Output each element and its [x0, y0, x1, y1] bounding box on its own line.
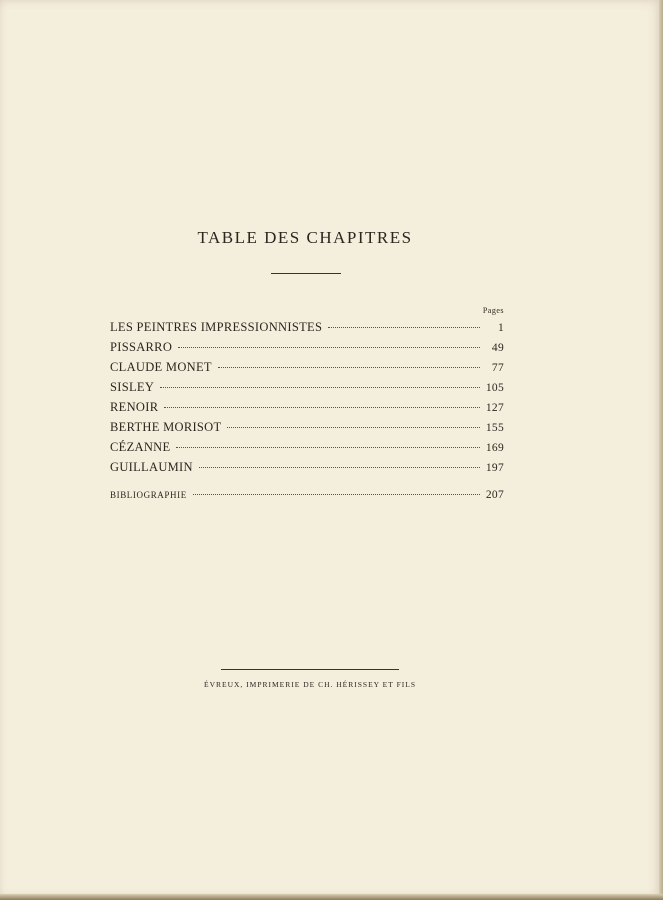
toc-entry-page: 49 — [491, 342, 504, 354]
toc-entry — [110, 360, 504, 380]
toc-entry — [110, 340, 504, 360]
toc-entry-title: BIBLIOGRAPHIE — [110, 490, 187, 500]
dot-leader — [227, 427, 479, 428]
page-bottom-edge — [0, 894, 663, 900]
toc-entry — [110, 460, 504, 480]
dot-leader — [193, 494, 480, 495]
toc-entry-title: RENOIR — [110, 400, 159, 414]
toc-entry — [110, 380, 504, 400]
toc-entry-page: 127 — [485, 402, 504, 414]
dot-leader — [328, 327, 480, 328]
toc-entry-title: LES PEINTRES IMPRESSIONNISTES — [110, 320, 323, 334]
toc-entry-page: 169 — [485, 442, 504, 454]
toc-entry — [110, 320, 504, 340]
toc-entry-title: BERTHE MORISOT — [110, 420, 222, 434]
toc-entry-title: CÉZANNE — [110, 440, 171, 454]
toc-entry-title: GUILLAUMIN — [110, 460, 193, 474]
toc-entry — [110, 420, 504, 440]
toc-entry — [110, 440, 504, 460]
toc-entry-page: 1 — [497, 322, 504, 334]
table-of-contents — [110, 306, 504, 509]
dot-leader — [178, 347, 480, 348]
toc-entry-page: 197 — [485, 462, 504, 474]
dot-leader — [164, 407, 480, 408]
toc-entry-title: SISLEY — [110, 380, 155, 394]
toc-entry-page: 155 — [485, 422, 504, 434]
toc-entry-title: CLAUDE MONET — [110, 360, 212, 374]
pages-column-label: Pages — [482, 306, 504, 315]
toc-entry — [110, 400, 504, 420]
toc-entry-title: PISSARRO — [110, 340, 173, 354]
page-title: TABLE DES CHAPITRES — [197, 228, 413, 247]
toc-entry-page: 105 — [485, 382, 504, 394]
dot-leader — [160, 387, 480, 388]
toc-entry-page: 207 — [485, 489, 504, 501]
dot-leader — [199, 467, 480, 468]
footer-divider — [221, 669, 399, 670]
page-edge — [659, 0, 663, 900]
dot-leader — [218, 367, 480, 368]
toc-entry-bibliography — [110, 489, 504, 509]
dot-leader — [176, 447, 479, 448]
toc-entry-page: 77 — [491, 362, 504, 374]
title-divider — [271, 273, 341, 274]
printer-imprint: ÉVREUX, IMPRIMERIE DE CH. HÉRISSEY ET FILS — [203, 680, 416, 689]
